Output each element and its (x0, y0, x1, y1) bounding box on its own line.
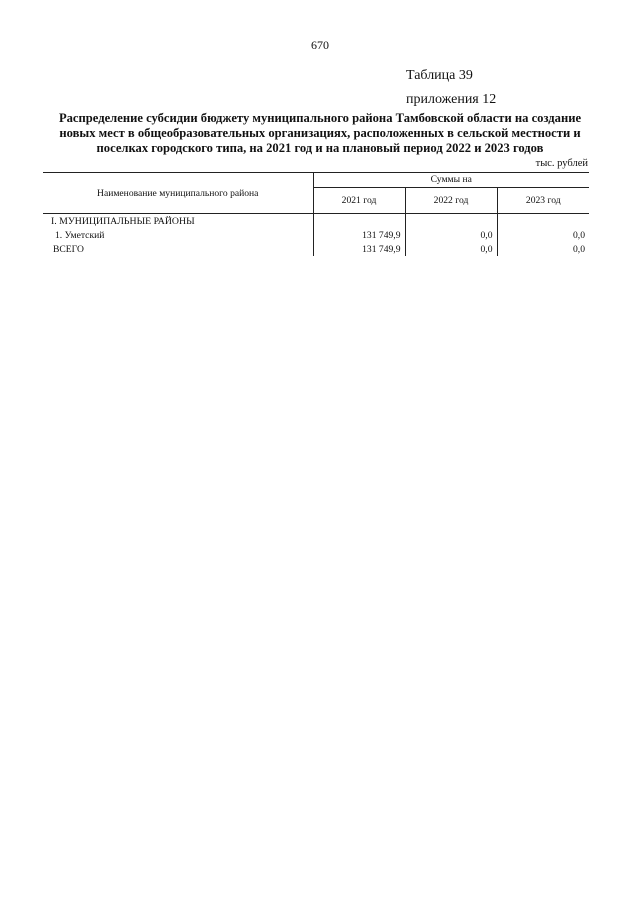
empty-cell (405, 214, 497, 229)
value-cell: 0,0 (405, 228, 497, 242)
name-column-header: Наименование муниципального района (43, 173, 313, 214)
year-header: 2023 год (497, 187, 589, 213)
district-name: 1. Уметский (55, 229, 105, 241)
page-number: 670 (311, 38, 329, 52)
appendix-label: приложения 12 (406, 92, 497, 107)
title-line: новых мест в общеобразовательных организациях, расположенных в сельской местности и (59, 126, 581, 140)
total-value: 0,0 (497, 242, 589, 256)
value-cell: 0,0 (497, 228, 589, 242)
subsidy-table (43, 172, 589, 256)
title-line: поселках городского типа, на 2021 год и на плановый период 2022 и 2023 годов (96, 141, 544, 155)
total-value: 0,0 (405, 242, 497, 256)
year-header: 2022 год (405, 187, 497, 213)
title-line: Распределение субсидии бюджету муниципального района Тамбовской области на создание (58, 111, 582, 125)
total-value: 131 749,9 (313, 242, 405, 256)
total-row (43, 242, 589, 256)
table-row (43, 228, 589, 242)
units-label: тыс. рублей (535, 158, 588, 169)
year-header: 2021 год (313, 187, 405, 213)
empty-cell (313, 214, 405, 229)
document-title (40, 111, 600, 156)
value-cell: 131 749,9 (313, 228, 405, 242)
section-title: I. МУНИЦИПАЛЬНЫЕ РАЙОНЫ (51, 215, 195, 227)
total-label: ВСЕГО (53, 243, 84, 255)
table-header-row (43, 173, 589, 188)
table-label: Таблица 39 (406, 68, 473, 83)
sums-column-header: Суммы на (313, 173, 589, 188)
section-row (43, 214, 589, 229)
empty-cell (497, 214, 589, 229)
